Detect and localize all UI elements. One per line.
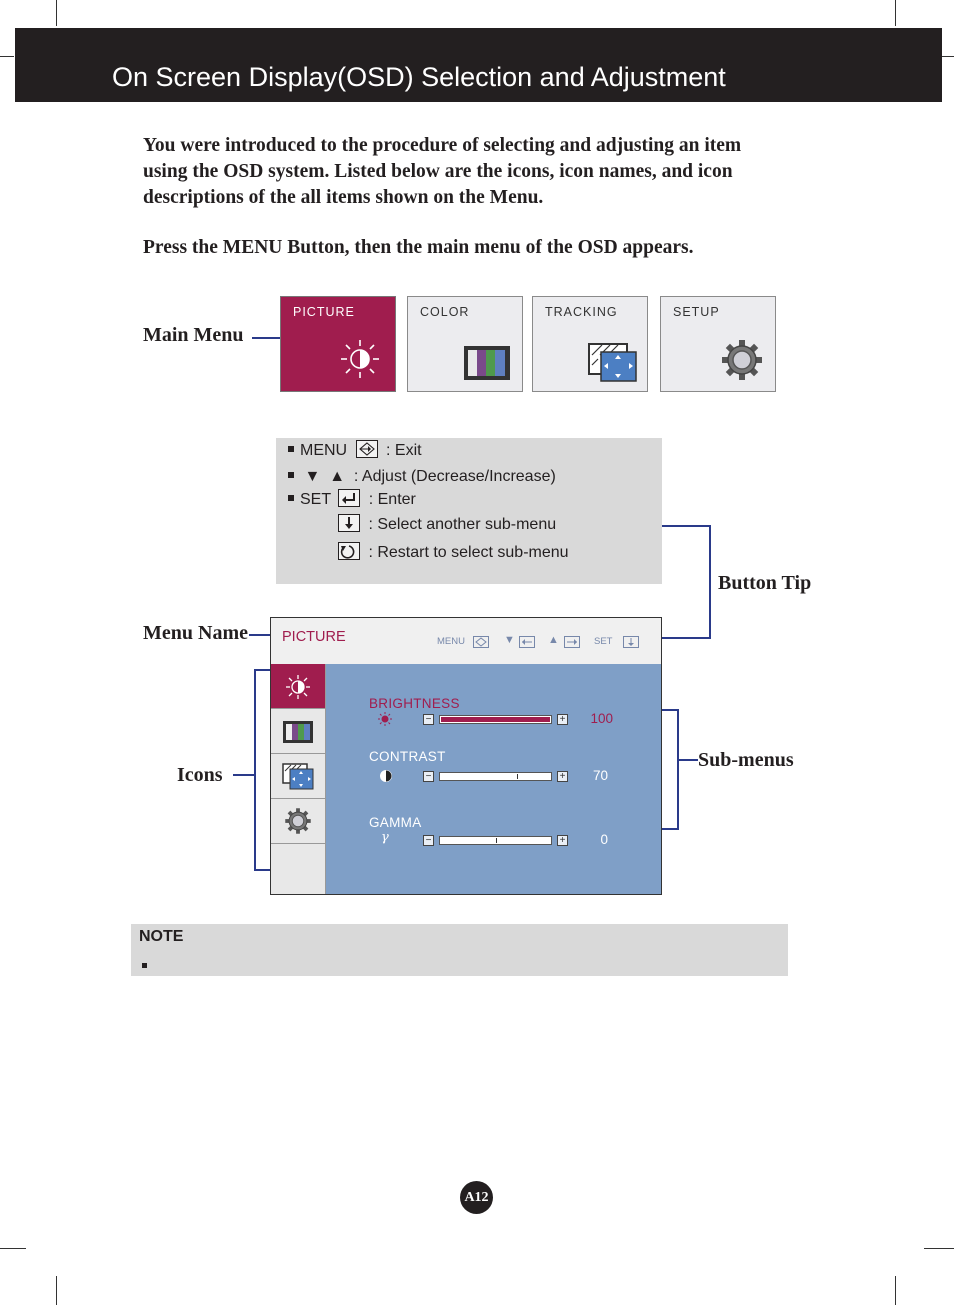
tip-set-word: SET xyxy=(300,491,331,509)
decrease-icon[interactable]: − xyxy=(423,835,434,846)
gear-icon xyxy=(284,807,312,835)
callout-line xyxy=(254,669,256,871)
main-menu-tab-picture[interactable] xyxy=(280,296,396,392)
tab-label: SETUP xyxy=(673,305,720,319)
callout-sub-menus: Sub-menus xyxy=(698,749,794,771)
decrease-icon[interactable]: − xyxy=(423,771,434,782)
main-menu-tab-color[interactable] xyxy=(407,296,523,392)
crop-mark xyxy=(895,0,896,26)
increase-icon[interactable]: + xyxy=(557,771,568,782)
osd-icon-picture[interactable] xyxy=(271,664,325,709)
callout-line xyxy=(679,759,698,761)
osd-tip-set-word: SET xyxy=(594,636,613,647)
note-title: NOTE xyxy=(139,928,184,945)
callout-line xyxy=(254,669,271,671)
osd-menu-name: PICTURE xyxy=(282,629,346,645)
page-title: On Screen Display(OSD) Selection and Adjustment xyxy=(112,62,726,92)
decrease-icon[interactable]: − xyxy=(423,714,434,725)
page-number-badge: A12 xyxy=(460,1181,493,1214)
osd-window xyxy=(270,617,662,895)
contrast-icon xyxy=(379,769,393,783)
tip-row-menu xyxy=(288,442,422,460)
increase-icon[interactable]: + xyxy=(557,714,568,725)
note-box xyxy=(131,924,788,976)
osd-tip-menu-word: MENU xyxy=(437,636,465,647)
tip-select-another: : Select another sub-menu xyxy=(368,516,557,534)
restart-key-icon xyxy=(338,542,360,560)
intro-paragraph: You were introduced to the procedure of selecting and adjusting an item using the OSD system. Listed below are the icons, icon names, and icon descriptions of the all items shown on the Menu. xyxy=(143,135,742,208)
slider-fill xyxy=(441,717,550,722)
brightness-icon xyxy=(338,337,382,381)
callout-line xyxy=(662,637,711,639)
up-arrow-icon: ▲ xyxy=(548,634,559,646)
tracking-icon xyxy=(282,763,314,790)
callout-line xyxy=(662,828,679,830)
callout-menu-name: Menu Name xyxy=(143,622,248,644)
tip-row-restart xyxy=(338,544,569,562)
callout-line xyxy=(233,774,255,776)
crop-mark xyxy=(942,56,954,57)
slider-fill xyxy=(441,838,497,843)
tip-menu-word: MENU xyxy=(300,442,348,460)
tip-row-set xyxy=(288,491,416,509)
contrast-slider[interactable] xyxy=(439,772,552,781)
decrease-key-icon xyxy=(519,636,535,648)
down-key-icon xyxy=(623,636,639,648)
color-bars-icon xyxy=(283,721,313,743)
brightness-slider[interactable] xyxy=(439,715,552,724)
tip-restart: : Restart to select sub-menu xyxy=(368,544,569,562)
callout-line xyxy=(252,337,280,339)
callout-line xyxy=(249,634,271,636)
gear-icon xyxy=(720,338,764,382)
tip-adjust: : Adjust (Decrease/Increase) xyxy=(353,468,556,485)
button-tip-box xyxy=(276,438,662,584)
increase-key-icon xyxy=(564,636,580,648)
crop-mark xyxy=(56,1276,57,1305)
enter-key-icon xyxy=(338,489,360,507)
tab-label: PICTURE xyxy=(293,305,355,319)
crop-mark xyxy=(0,1248,26,1249)
tip-row-select-another xyxy=(338,516,556,534)
bullet xyxy=(288,472,294,478)
callout-line xyxy=(677,709,679,830)
callout-line xyxy=(709,525,711,639)
crop-mark xyxy=(924,1248,954,1249)
osd-icon-setup[interactable] xyxy=(271,799,325,844)
press-menu-instruction: Press the MENU Button, then the main menu of the OSD appears. xyxy=(143,237,694,258)
osd-submenu-panel xyxy=(326,664,661,894)
brightness-value: 100 xyxy=(590,711,613,726)
slider-fill xyxy=(441,774,518,779)
callout-icons: Icons xyxy=(177,764,223,786)
osd-icon-color[interactable] xyxy=(271,709,325,754)
callout-main-menu: Main Menu xyxy=(143,324,244,346)
tip-enter: : Enter xyxy=(368,491,416,509)
tip-row-adjust xyxy=(288,468,556,486)
exit-key-icon xyxy=(356,440,378,458)
contrast-value: 70 xyxy=(592,768,608,783)
bullet xyxy=(288,446,294,452)
crop-mark xyxy=(895,1276,896,1305)
down-key-icon xyxy=(338,514,360,532)
sun-icon xyxy=(377,711,393,727)
callout-button-tip: Button Tip xyxy=(718,572,812,594)
brightness-icon xyxy=(284,673,312,701)
up-arrow-icon: ▲ xyxy=(329,468,346,485)
gamma-slider[interactable] xyxy=(439,836,552,845)
main-menu-tab-setup[interactable] xyxy=(660,296,776,392)
tab-label: TRACKING xyxy=(545,305,618,319)
exit-key-icon xyxy=(473,636,489,648)
down-arrow-icon: ▼ xyxy=(504,634,515,646)
bullet xyxy=(288,495,294,501)
main-menu-tab-tracking[interactable] xyxy=(532,296,648,392)
gamma-icon: γ xyxy=(381,830,389,845)
submenu-contrast-label: CONTRAST xyxy=(369,749,446,764)
down-arrow-icon: ▼ xyxy=(304,468,321,485)
color-bars-icon xyxy=(463,345,511,381)
bullet xyxy=(142,963,147,968)
crop-mark xyxy=(0,56,14,57)
osd-icon-column xyxy=(271,664,326,894)
tab-label: COLOR xyxy=(420,305,470,319)
submenu-gamma-label: GAMMA xyxy=(369,815,422,830)
callout-line xyxy=(662,525,710,527)
crop-mark xyxy=(56,0,57,26)
tip-exit: : Exit xyxy=(386,442,422,460)
osd-title-bar xyxy=(271,618,661,665)
increase-icon[interactable]: + xyxy=(557,835,568,846)
osd-icon-tracking[interactable] xyxy=(271,754,325,799)
submenu-brightness-label: BRIGHTNESS xyxy=(369,696,460,711)
callout-line xyxy=(254,869,271,871)
tracking-icon xyxy=(588,343,638,383)
gamma-value: 0 xyxy=(600,832,608,847)
